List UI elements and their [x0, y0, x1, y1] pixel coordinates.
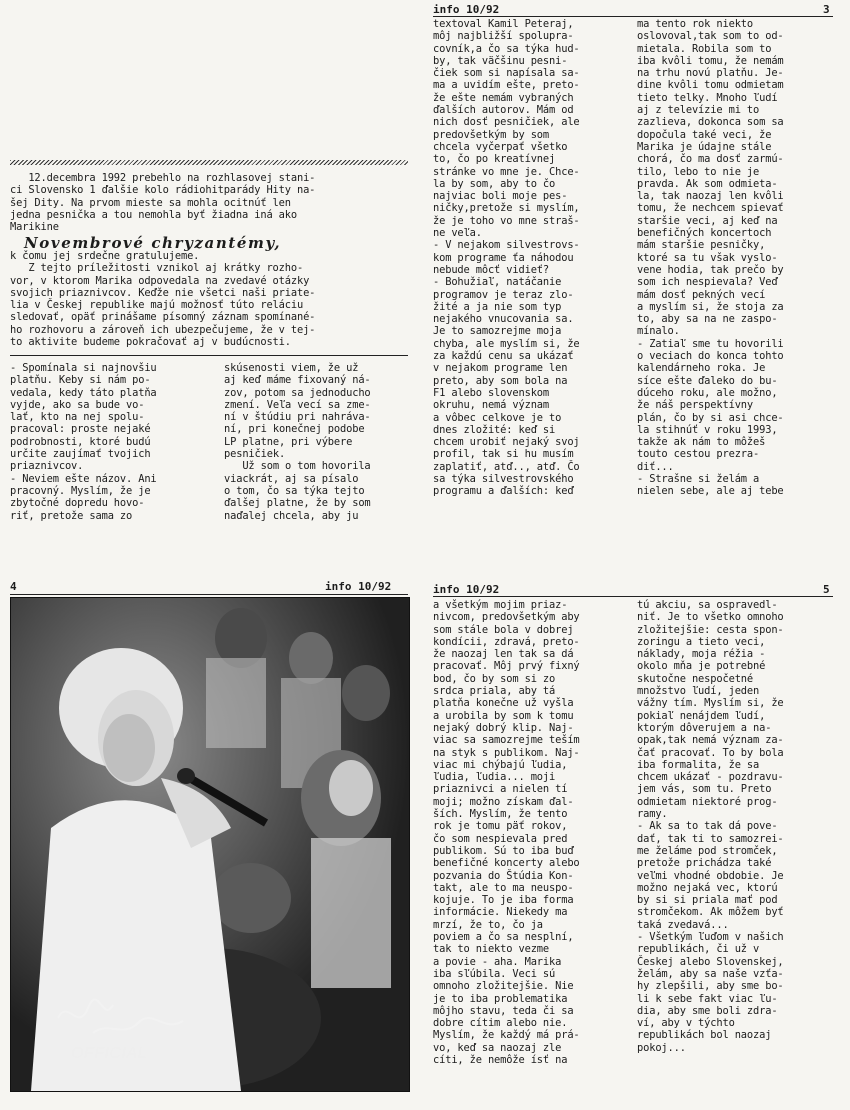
intro-paragraph: 12.decembra 1992 prebehlo na rozhlasovej stani- ci Slovensko 1 ďalšie kolo rádiohitparády Hity na- šej Dity. Na prvom mieste sa mohla ocitnúť len jedna pesnička a tou nemohla byť žiadna iná ako Marikine	[10, 172, 316, 234]
page2-column-2: skúsenosti viem, že už aj keď máme fixovaný ná- zov, potom sa jednoducho zmení. Veľa vecí sa zme- ní v štúdiu pri nahráva- ní, pri konečnej podobe LP platne, pri výbere pesničiek. Už som o tom hovorila viackrát, aj sa písalo o tom, čo sa týka tejto ďalšej platne, že by som naďalej chcela, aby ju	[224, 362, 371, 522]
header-rule	[433, 16, 833, 17]
handwritten-signature	[53, 993, 193, 1048]
header-rule	[433, 596, 833, 597]
article-intro-body: k čomu jej srdečne gratulujeme. Z tejto príležitosti vznikol aj krátky rozho- vor, v ktorom Marika odpovedala na zvedavé otázky svojich priaznivcov. Keďže nie všetci naši priate- lia v Českej republike majú možnosť túto reláciu sledovať, opäť prinášame písomný záznam spomínané- ho rozhovoru a zároveň ich ubezpečujeme, že v tej- to aktivite budeme pokračovať aj v budúcnosti.	[10, 250, 316, 349]
page-header-right: info 10/92	[325, 580, 392, 593]
page3-column-2: ma tento rok niekto oslovoval,tak som to od- mietala. Robila som to iba kvôli tomu, že nemám na trhu novú platňu. Je- dine kvôli tomu odmietam tieto telky. Mnoho ľudí aj z televízie mi to zazlieva, dokonca som sa dopočula také veci, že Marika je údajne stále chorá, čo ma dosť zarmú- tilo, lebo to nie je pravda. Ak som odmieta- la, tak naozaj len kvôli tomu, že nechcem spievať staršie veci, aj keď na benefičných koncertoch mám staršie pesničky, ktoré sa tu však vyslo- vene hodia, tak prečo by som ich nespievala? Veď mám dosť pekných vecí a myslím si, že stoja za to, aby sa na ne zaspo- mínalo. - Zatiaľ sme tu hovorili o veciach do konca tohto kalendárneho roka. Je síce ešte ďaleko do bu- dúceho roku, ale možno, že náš perspektívny plán, čo by si asi chce- la stihnúť v roku 1993, takže ak nám to môžeš touto cestou prezra- diť... - Strašne si želám a nielen sebe, ale aj tebe	[637, 18, 784, 498]
page-3	[425, 0, 850, 560]
page-number: 3	[823, 3, 830, 16]
section-rule	[10, 355, 408, 356]
page2-column-1: - Spomínala si najnovšiu platňu. Keby si nám po- vedala, kedy táto platňa vyjde, ako sa bude vo- lať, kto na nej spolu- pracoval: proste nejaké podrobnosti, ktoré budú určite zaujímať tvojich priaznivcov. - Neviem ešte názov. Ani pracovný. Myslím, že je zbytočné dopredu hovo- riť, pretože sama zo	[10, 362, 157, 522]
official-watermark: OFFICIAL	[71, 1045, 148, 1062]
page5-column-2: tú akciu, sa ospravedl- niť. Je to všetko omnoho zložitejšie: cesta spon- zoringu a tieto veci, náklady, moja réžia - okolo mňa je potrebné skutočne nespočetné množstvo ľudí, jeden vážny tím. Myslím si, že pokiaľ nenájdem ľudí, ktorým dôverujem a na- opak,tak nemá význam za- čať pracovať. To by bola iba formalita, že sa chcem ukázať - pozdravu- jem vás, som tu. Preto odmietam niektoré prog- ramy. - Ak sa to tak dá pove- dať, tak ti to samozrei- me želáme pod stromček, pretože prichádza také veľmi vhodné obdobie. Je možno nejaká vec, ktorú by si si priala mať pod stromčekom. Ak môžem byť taká zvedavá... - Všetkým ľuďom v našich republikách, či už v Českej alebo Slovenskej, želám, aby sa naše vzťa- hy zlepšili, aby sme bo- li k sebe fakt viac ľu- dia, aby sme boli zdra- ví, aby v týchto republikách bol naozaj pokoj...	[637, 599, 784, 1054]
page3-column-1: textoval Kamil Peteraj, môj najbližší spolupra- covník,a čo sa týka hud- by, tak väčšinu pesni- čiek som si napísala sa- ma a uvidím ešte, preto- že ešte nemám vybraných ďalších autorov. Mám od nich dosť pesničiek, ale predovšetkým by som chcela vyčerpať všetko to, čo po kreatívnej stránke vo mne je. Chce- la by som, aby to čo najviac boli moje pes- ničky,pretože si myslím, že je toho vo mne straš- ne veľa. - V nejakom silvestrovs- kom programe ťa náhodou nebude môcť vidieť? - Bohužiaľ, natáčanie programov je teraz zlo- žité a ja nie som typ nejakého vnucovania sa. Je to samozrejme moja chyba, ale myslím si, že za každú cenu sa ukázať v nejakom programe len preto, aby som bola na F1 alebo slovenskom okruhu, nemá význam a vôbec celkove je to dnes zložité: keď si chcem urobiť nejaký svoj profil, tak si hu musím zaplatiť, atď.., atď. Čo sa týka silvestrovského programu a ďalších: keď	[433, 18, 580, 498]
page-2	[0, 0, 425, 560]
decorative-divider	[10, 160, 408, 165]
page5-column-1: a všetkým mojim priaz- nivcom, predovšetkým aby som stále bola v dobrej kondícii, zdravá, preto- že naozaj len tak sa dá pracovať. Môj prvý fixný bod, čo by som si zo srdca priala, aby tá platňa konečne už vyšla a urobila by som k tomu nejaký dobrý klip. Naj- viac sa samozrejme teším na styk s publikom. Naj- viac mi chýbajú ľudia, ľudia, ľudia... moji priaznivci a nielen tí moji; možno získam ďal- ších. Myslím, že tento rok je tomu päť rokov, čo som nespievala pred publikom. Sú to iba buď benefičné koncerty alebo pozvania do Štúdia Kon- takt, ale to ma neuspo- kojuje. To je iba forma informácie. Niekedy ma mrzí, že to, čo ja poviem a čo sa nesplní, tak to niekto vezme a povie - aha. Marika iba sľúbila. Veci sú omnoho zložitejšie. Nie je to iba problematika môjho stavu, teda či sa dobre cítim alebo nie. Myslím, že každý má prá- vo, keď sa naozaj zle cíti, že nemôže ísť na	[433, 599, 580, 1066]
page-number: 4	[10, 580, 17, 593]
article-title: Novembrové chryzantémy,	[24, 234, 282, 252]
page-header-left: info 10/92	[433, 3, 500, 16]
header-rule	[10, 594, 408, 595]
page-header-left: info 10/92	[433, 583, 500, 596]
page-number: 5	[823, 583, 830, 596]
concert-photo	[10, 597, 410, 1092]
page-5	[425, 580, 850, 1110]
